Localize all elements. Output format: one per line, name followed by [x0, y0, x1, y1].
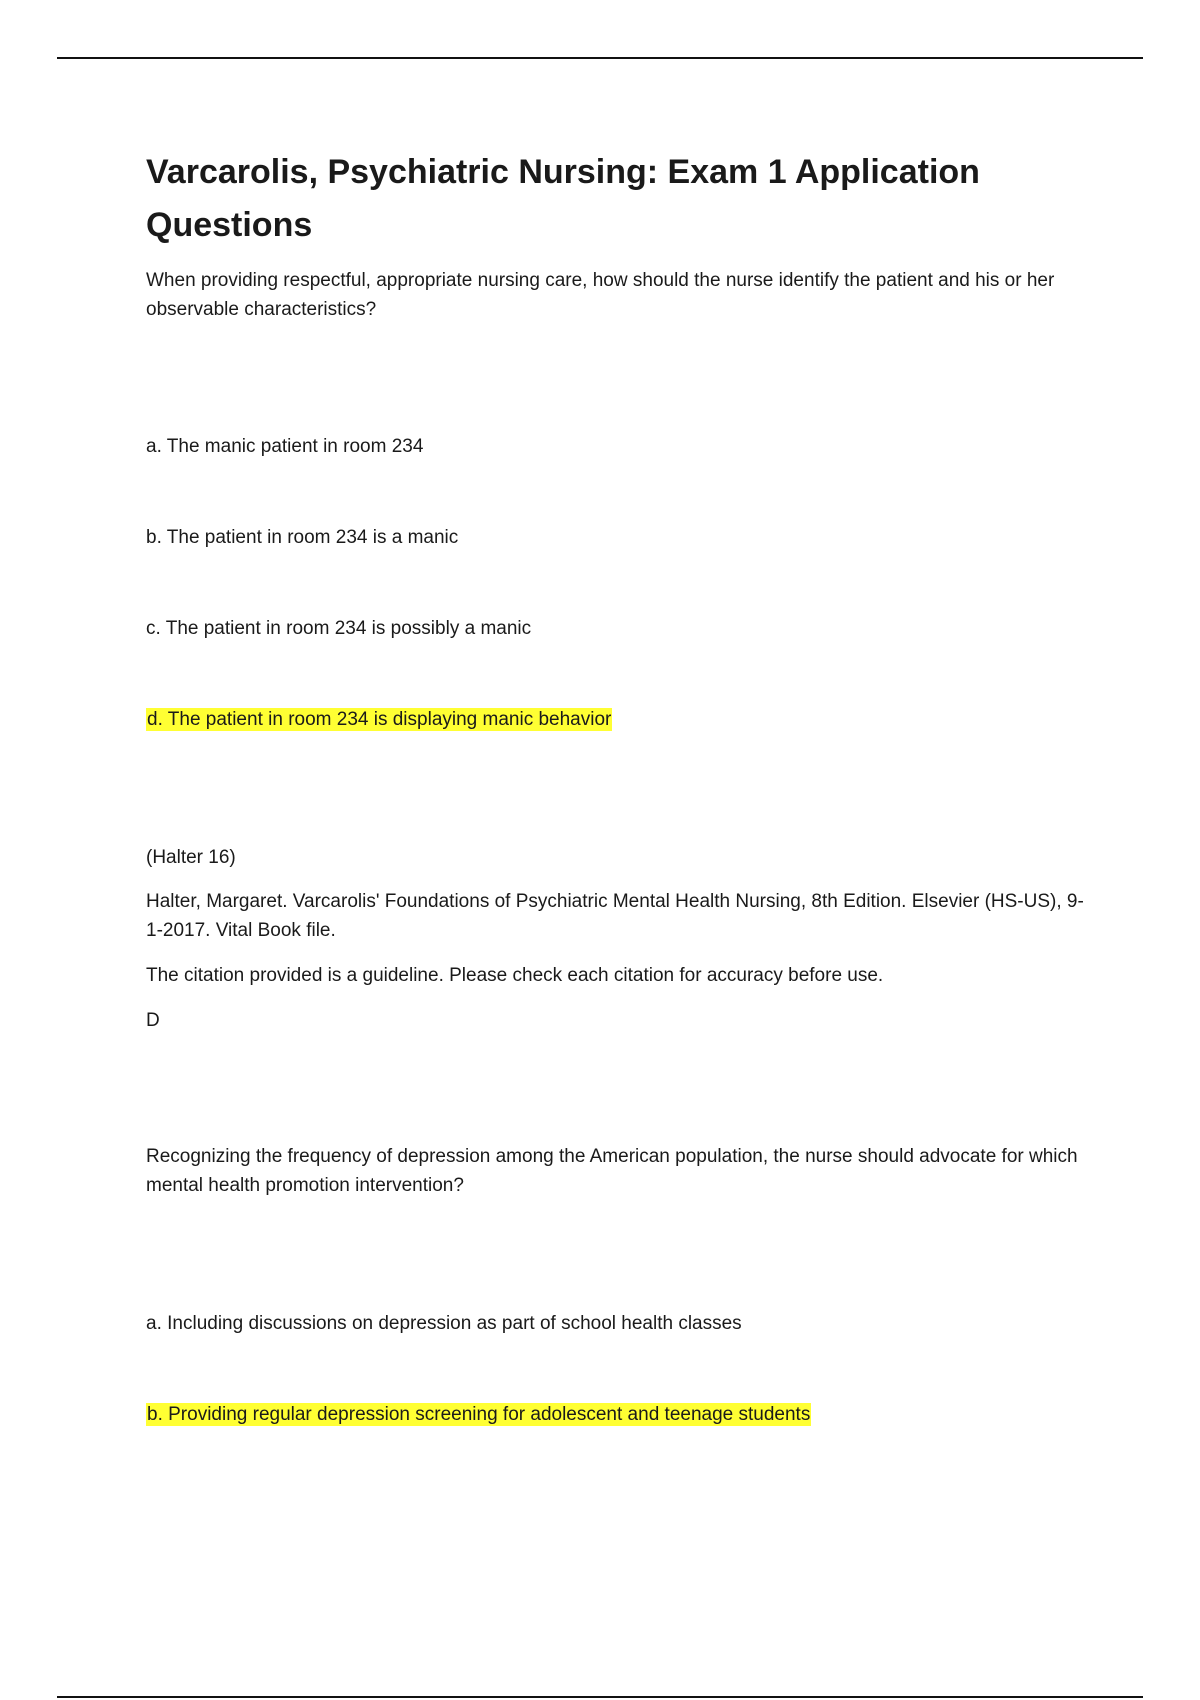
- highlighted-answer: b. Providing regular depression screening for adolescent and teenage students: [147, 1404, 811, 1425]
- question-2-option-a: a. Including discussions on depression as part of school health classes: [146, 1313, 742, 1334]
- question-1-answer: D: [146, 1010, 160, 1031]
- top-rule: [57, 57, 1143, 59]
- question-1-stem: When providing respectful, appropriate nursing care, how should the nurse identify the patient and his or her observable characteristics?: [146, 270, 1055, 320]
- question-1-reference: (Halter 16): [146, 847, 236, 868]
- question-1-option-a: a. The manic patient in room 234: [146, 436, 424, 457]
- question-1-citation-note: The citation provided is a guideline. Please check each citation for accuracy before use.: [146, 965, 884, 986]
- question-1-option-d: [146, 705, 612, 734]
- question-1-citation: Halter, Margaret. Varcarolis' Foundations of Psychiatric Mental Health Nursing, 8th Edition. Elsevier (HS-US), 9-1-2017. Vital Book file.: [146, 891, 1084, 941]
- question-2-option-b: [146, 1400, 811, 1429]
- question-2-stem: Recognizing the frequency of depression among the American population, the nurse should advocate for which mental health promotion intervention?: [146, 1146, 1078, 1196]
- question-1-option-c: c. The patient in room 234 is possibly a manic: [146, 618, 532, 639]
- question-1-option-b: b. The patient in room 234 is a manic: [146, 527, 459, 548]
- document-title: Varcarolis, Psychiatric Nursing: Exam 1 Application Questions: [146, 153, 980, 244]
- bottom-rule: [57, 1696, 1143, 1698]
- highlighted-answer: d. The patient in room 234 is displaying manic behavior: [147, 709, 612, 730]
